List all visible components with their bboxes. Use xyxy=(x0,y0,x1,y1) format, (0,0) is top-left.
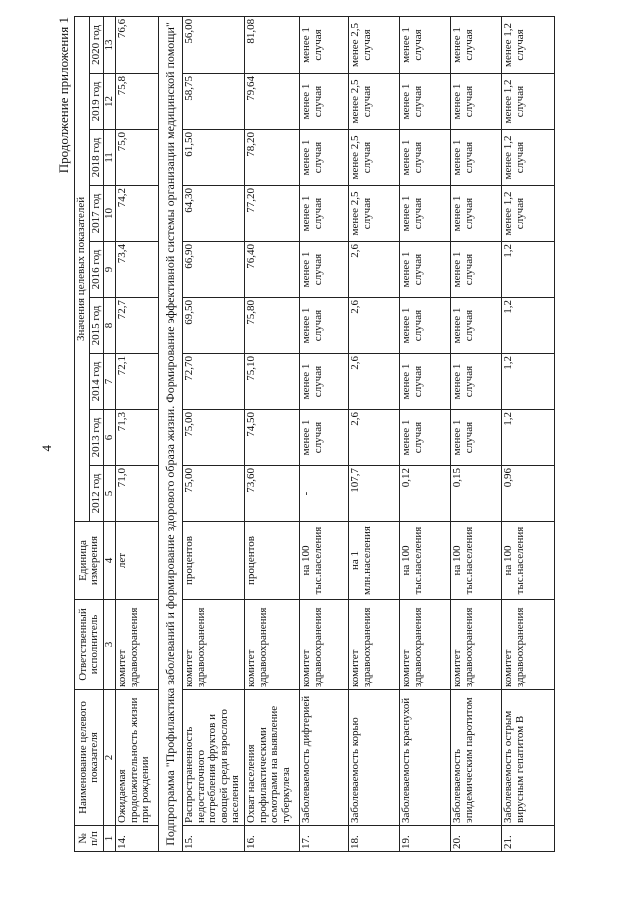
value-cell: 66,90 xyxy=(183,242,245,298)
table-row xyxy=(400,16,451,851)
value-cell: 1,2 xyxy=(502,410,555,466)
table-row xyxy=(116,16,159,851)
value-cell: 1,2 xyxy=(502,298,555,354)
executor: комитет здравоохранения xyxy=(349,600,400,690)
table-row xyxy=(349,16,400,851)
value-cell: менее 1 случая xyxy=(451,74,502,130)
value-cell: 74,50 xyxy=(245,410,300,466)
column-number: 12 xyxy=(104,74,116,130)
row-number: 16. xyxy=(245,826,300,852)
value-cell: менее 1 случая xyxy=(451,354,502,410)
unit: процентов xyxy=(183,522,245,600)
row-number: 21. xyxy=(502,826,555,852)
value-cell: менее 1 случая xyxy=(451,298,502,354)
value-cell: менее 1 случая xyxy=(300,74,349,130)
value-cell: 56,00 xyxy=(183,16,245,73)
column-number: 2 xyxy=(104,690,116,826)
value-cell: менее 2,5 случая xyxy=(349,130,400,186)
indicator-name: Заболеваемость дифтерией xyxy=(300,690,349,826)
value-cell: 75,0 xyxy=(116,130,159,186)
value-cell: 78,20 xyxy=(245,130,300,186)
column-numbers-row xyxy=(104,16,116,851)
value-cell: менее 1 случая xyxy=(400,242,451,298)
value-cell: менее 1 случая xyxy=(300,186,349,242)
row-number: 20. xyxy=(451,826,502,852)
value-cell: менее 1 случая xyxy=(451,242,502,298)
executor: комитет здравоохранения xyxy=(245,600,300,690)
value-cell: - xyxy=(300,466,349,522)
value-cell: 2,6 xyxy=(349,242,400,298)
value-cell: 79,64 xyxy=(245,74,300,130)
value-cell: 2,6 xyxy=(349,410,400,466)
page-number: 4 xyxy=(39,445,54,452)
column-number: 1 xyxy=(104,826,116,852)
unit: на 1 млн.населения xyxy=(349,522,400,600)
table-row xyxy=(451,16,502,851)
executor: комитет здравоохранения xyxy=(451,600,502,690)
executor: комитет здравоохранения xyxy=(400,600,451,690)
indicator-name: Распространенность недостаточного потребления фруктов и овощей среди взрослого населения xyxy=(183,690,245,826)
value-cell: менее 1,2 случая xyxy=(502,16,555,73)
value-cell: 76,6 xyxy=(116,16,159,73)
value-cell: 61,50 xyxy=(183,130,245,186)
value-cell: менее 1 случая xyxy=(451,16,502,73)
value-cell: менее 1 случая xyxy=(300,298,349,354)
table-row xyxy=(183,16,245,851)
value-cell: 2,6 xyxy=(349,298,400,354)
value-cell: 75,10 xyxy=(245,354,300,410)
value-cell: 73,4 xyxy=(116,242,159,298)
value-cell: 1,2 xyxy=(502,242,555,298)
value-cell: 81,08 xyxy=(245,16,300,73)
value-cell: менее 1 случая xyxy=(400,130,451,186)
indicator-name: Заболеваемость корью xyxy=(349,690,400,826)
header-executor: Ответственный исполнитель xyxy=(75,600,104,690)
header-year: 2013 год xyxy=(89,410,104,466)
column-number: 3 xyxy=(104,600,116,690)
indicator-name: Ожидаемая продолжительность жизни при рождении xyxy=(116,690,159,826)
header-year: 2016 год xyxy=(89,242,104,298)
value-cell: 0,15 xyxy=(451,466,502,522)
value-cell: 75,00 xyxy=(183,410,245,466)
unit: процентов xyxy=(245,522,300,600)
appendix-continuation-note: Продолжение приложения 1 xyxy=(56,17,71,174)
value-cell: менее 1 случая xyxy=(400,354,451,410)
value-cell: 74,2 xyxy=(116,186,159,242)
value-cell: менее 1 случая xyxy=(400,410,451,466)
unit: на 100 тыс.населения xyxy=(400,522,451,600)
value-cell: 72,1 xyxy=(116,354,159,410)
value-cell: 72,70 xyxy=(183,354,245,410)
value-cell: 72,7 xyxy=(116,298,159,354)
value-cell: менее 2,5 случая xyxy=(349,74,400,130)
table-row xyxy=(300,16,349,851)
value-cell: менее 1 случая xyxy=(300,16,349,73)
header-year: 2017 год xyxy=(89,186,104,242)
value-cell: 76,40 xyxy=(245,242,300,298)
row-number: 17. xyxy=(300,826,349,852)
header-unit: Единица измерения xyxy=(75,522,104,600)
column-number: 7 xyxy=(104,354,116,410)
indicator-name: Заболеваемость острым вирусным гепатитом В xyxy=(502,690,555,826)
value-cell: 107,7 xyxy=(349,466,400,522)
table-row xyxy=(245,16,300,851)
value-cell: 64,30 xyxy=(183,186,245,242)
unit: на 100 тыс.населения xyxy=(451,522,502,600)
executor: комитет здравоохранения xyxy=(502,600,555,690)
value-cell: 2,6 xyxy=(349,354,400,410)
column-number: 8 xyxy=(104,298,116,354)
target-indicators-table xyxy=(74,16,555,852)
value-cell: менее 1 случая xyxy=(300,130,349,186)
column-number: 6 xyxy=(104,410,116,466)
value-cell: менее 1 случая xyxy=(300,410,349,466)
executor: комитет здравоохранения xyxy=(300,600,349,690)
value-cell: менее 1,2 случая xyxy=(502,130,555,186)
header-year: 2019 год xyxy=(89,74,104,130)
header-year: 2018 год xyxy=(89,130,104,186)
row-number: 19. xyxy=(400,826,451,852)
header-values-group: Значения целевых показателей xyxy=(75,16,90,521)
value-cell: 71,0 xyxy=(116,466,159,522)
value-cell: 0,12 xyxy=(400,466,451,522)
value-cell: 77,20 xyxy=(245,186,300,242)
column-number: 9 xyxy=(104,242,116,298)
value-cell: 75,8 xyxy=(116,74,159,130)
column-number: 10 xyxy=(104,186,116,242)
value-cell: менее 1,2 случая xyxy=(502,186,555,242)
column-number: 11 xyxy=(104,130,116,186)
unit: на 100 тыс.населения xyxy=(502,522,555,600)
header-year: 2020 год xyxy=(89,16,104,73)
indicator-name: Заболеваемость эпидемическим паротитом xyxy=(451,690,502,826)
value-cell: 0,96 xyxy=(502,466,555,522)
value-cell: менее 1 случая xyxy=(451,186,502,242)
value-cell: менее 1 случая xyxy=(400,186,451,242)
unit: лет xyxy=(116,522,159,600)
subprogram-row xyxy=(159,16,183,851)
row-number: 18. xyxy=(349,826,400,852)
value-cell: менее 1 случая xyxy=(300,242,349,298)
rotated-page-content xyxy=(56,17,616,852)
header-year: 2012 год xyxy=(89,466,104,522)
header-indicator-name: Наименование целевого показателя xyxy=(75,690,104,826)
indicator-name: Охват населения профилактическими осмотрами на выявление туберкулеза xyxy=(245,690,300,826)
value-cell: 73,60 xyxy=(245,466,300,522)
value-cell: менее 1 случая xyxy=(300,354,349,410)
value-cell: менее 1 случая xyxy=(451,130,502,186)
row-number: 14. xyxy=(116,826,159,852)
value-cell: 75,00 xyxy=(183,466,245,522)
header-number: № п/п xyxy=(75,826,104,852)
indicator-name: Заболеваемость краснухой xyxy=(400,690,451,826)
value-cell: менее 1 случая xyxy=(451,410,502,466)
table-row xyxy=(502,16,555,851)
header-year: 2014 год xyxy=(89,354,104,410)
column-number: 13 xyxy=(104,16,116,73)
value-cell: 1,2 xyxy=(502,354,555,410)
subprogram-title: Подпрограмма "Профилактика заболеваний и формирование здорового образа жизни. Формирование эффективной системы организации медицинской помощи" xyxy=(159,16,183,851)
value-cell: менее 1 случая xyxy=(400,74,451,130)
value-cell: менее 2,5 случая xyxy=(349,16,400,73)
column-number: 5 xyxy=(104,466,116,522)
value-cell: 58,75 xyxy=(183,74,245,130)
header-year: 2015 год xyxy=(89,298,104,354)
value-cell: 75,80 xyxy=(245,298,300,354)
column-number: 4 xyxy=(104,522,116,600)
unit: на 100 тыс.населения xyxy=(300,522,349,600)
row-number: 15. xyxy=(183,826,245,852)
value-cell: менее 2,5 случая xyxy=(349,186,400,242)
value-cell: 71,3 xyxy=(116,410,159,466)
executor: комитет здравоохранения xyxy=(183,600,245,690)
value-cell: менее 1 случая xyxy=(400,16,451,73)
value-cell: 69,50 xyxy=(183,298,245,354)
value-cell: менее 1 случая xyxy=(400,298,451,354)
executor: комитет здравоохранения xyxy=(116,600,159,690)
value-cell: менее 1,2 случая xyxy=(502,74,555,130)
